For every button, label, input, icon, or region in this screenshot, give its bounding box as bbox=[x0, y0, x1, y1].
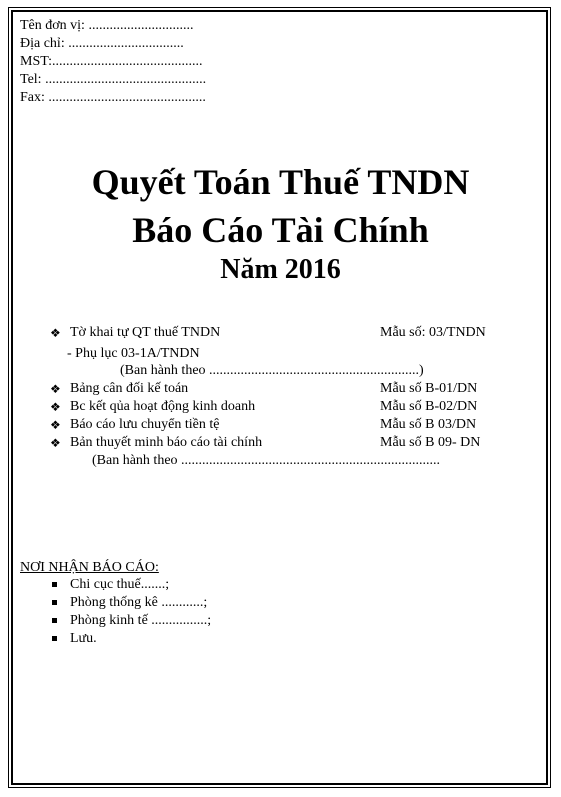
square-bullet-icon bbox=[52, 600, 57, 605]
issued-by-note-1: (Ban hành theo ............................................................) bbox=[120, 363, 424, 378]
appendix-label: - Phụ lục 03-1A/TNDN bbox=[67, 346, 200, 361]
recipients-heading: NƠI NHẬN BÁO CÁO: bbox=[20, 560, 159, 575]
diamond-bullet-icon: ❖ bbox=[50, 436, 61, 450]
balance-sheet-code: Mẫu số B-01/DN bbox=[380, 381, 478, 396]
financial-notes-label: Bản thuyết minh báo cáo tài chính bbox=[70, 435, 263, 450]
year-title: Năm 2016 bbox=[220, 254, 341, 285]
diamond-bullet-icon: ❖ bbox=[50, 418, 61, 432]
square-bullet-icon bbox=[52, 582, 57, 587]
financial-notes-code: Mẫu số B 09- DN bbox=[380, 435, 481, 450]
unit-name-field: Tên đơn vị: .............................. bbox=[20, 18, 194, 33]
tax-return-code: Mẫu số: 03/TNDN bbox=[380, 325, 486, 340]
recipient-item: Chi cục thuế.......; bbox=[70, 577, 170, 592]
fax-field: Fax: ............................................. bbox=[20, 90, 206, 105]
issued-by-note-2: (Ban hành theo .......................................................................... bbox=[92, 453, 441, 468]
recipient-item: Phòng kinh tế ................; bbox=[70, 613, 212, 628]
square-bullet-icon bbox=[52, 636, 57, 641]
income-statement-code: Mẫu số B-02/DN bbox=[380, 399, 478, 414]
tax-return-label: Tờ khai tự QT thuế TNDN bbox=[70, 325, 221, 340]
address-field: Địa chỉ: ................................. bbox=[20, 36, 184, 51]
recipient-item: Phòng thống kê ............; bbox=[70, 595, 208, 610]
tax-code-field: MST:........................................... bbox=[20, 54, 203, 69]
diamond-bullet-icon: ❖ bbox=[50, 400, 61, 414]
main-title: Quyết Toán Thuế TNDN bbox=[91, 162, 470, 202]
sub-title: Báo Cáo Tài Chính bbox=[132, 210, 429, 250]
square-bullet-icon bbox=[52, 618, 57, 623]
balance-sheet-label: Bảng cân đối kế toán bbox=[70, 381, 189, 396]
income-statement-label: Bc kết qủa hoạt động kinh doanh bbox=[70, 399, 256, 414]
cash-flow-label: Báo cáo lưu chuyển tiền tệ bbox=[70, 417, 220, 432]
diamond-bullet-icon: ❖ bbox=[50, 382, 61, 396]
diamond-bullet-icon: ❖ bbox=[50, 326, 61, 340]
cash-flow-code: Mẫu số B 03/DN bbox=[380, 417, 477, 432]
recipient-item: Lưu. bbox=[70, 631, 97, 646]
tel-field: Tel: .............................................. bbox=[20, 72, 207, 87]
